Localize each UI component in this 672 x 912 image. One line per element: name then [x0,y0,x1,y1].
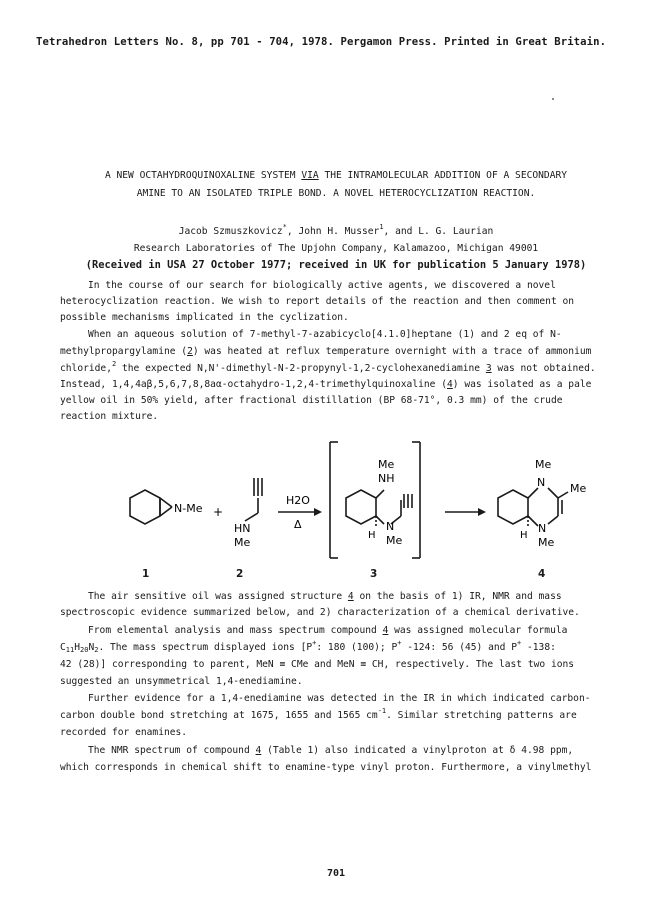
compound-4-bond [528,488,538,498]
plus-sign: + [213,505,224,519]
body-line: $C_{11}H_{20}N_2$. The mass spectrum displayed ions [P+: 180 (100); P+ -124: 56 (45) and P+ -138: [60,639,556,654]
body-line: yellow oil in 50% yield, after fractional distillation (BP 68-71°, 0.3 mm) of the crude [60,395,563,406]
compound-4-bond [558,492,568,498]
compound-2-hn: HN [234,522,251,535]
compound-3-nh: NH [378,472,395,485]
compound-number-1: 1 [142,568,150,580]
body-line: possible mechanisms implicated in the cyclization. [60,312,349,323]
compound-3-n: N [386,520,395,533]
compound-4-me-top: Me [535,458,552,471]
compound-4-me-bottom: Me [538,536,555,549]
compound-1-bond [160,507,172,516]
reaction-arrow-head [314,508,322,516]
compound-4-me-right: Me [570,482,587,495]
reagent-heat: Δ [294,518,302,531]
body-line: When an aqueous solution of 7-methyl-7-azabicyclo[4.1.0]heptane (1) and 2 eq of N- [88,329,562,340]
reaction-scheme [0,420,672,590]
body-line: 42 (28)] corresponding to parent, MeN ≡ CMe and MeN ≡ CH, respectively. The last two ions [60,659,575,670]
compound-number-2: 2 [236,568,244,580]
body-line: heterocyclization reaction. We wish to report details of the reaction and then comment on [60,296,575,307]
compound-3-bond [376,516,384,524]
body-line: reaction mixture. [60,411,159,422]
body-line: carbon double bond stretching at 1675, 1655 and 1565 $cm^{-1}$. Similar stretching patterns are [60,707,577,721]
body-line: suggested an unsymmetrical 1,4-enediamine. [60,676,303,687]
speck [552,98,554,100]
journal-header: Tetrahedron Letters No. 8, pp 701 - 704, 1978. Pergamon Press. Printed in Great Britain. [36,36,607,48]
compound-2-bond [245,513,258,521]
page-number: 701 [326,868,346,879]
body-line: methylpropargylamine (2) was heated at reflux temperature overnight with a trace of ammonium [60,346,592,357]
author-list: Jacob Szmuszkovicz*, John H. Musser$^1$, and L. G. Laurian [178,223,494,237]
article-title-line-1: A NEW OCTAHYDROQUINOXALINE SYSTEM VIA THE INTRAMOLECULAR ADDITION OF A SECONDARY [104,170,568,181]
compound-number-3: 3 [370,568,378,580]
compound-4-h: H [520,530,528,541]
compound-4-bond [548,516,558,524]
compound-4-bond [528,516,538,526]
compound-3-me-top: Me [378,458,395,471]
body-line: Instead, 1,4,4aβ,5,6,7,8,8aα-octahydro-1,2,4-trimethylquinoxaline (4) was isolated as a pale [60,379,592,390]
body-line: recorded for enamines. [60,727,188,738]
article-title-line-2: AMINE TO AN ISOLATED TRIPLE BOND. A NOVEL HETEROCYCLIZATION REACTION. [136,188,536,199]
body-line: which corresponds in chemical shift to enamine-type vinyl proton. Furthermore, a vinylmethyl [60,762,592,773]
compound-4-n: N [538,522,547,535]
compound-4-ring [498,490,528,524]
reagent-water: H2O [286,494,310,507]
compound-1-bond [160,498,172,507]
compound-4-bond [548,488,558,498]
body-line: The NMR spectrum of compound 4 (Table 1) also indicated a vinylproton at δ 4.98 ppm, [88,745,574,756]
body-line: spectroscopic evidence summarized below, and 2) characterization of a chemical derivative. [60,607,580,618]
affiliation: Research Laboratories of The Upjohn Company, Kalamazoo, Michigan 49001 [133,243,539,254]
compound-number-4: 4 [538,568,546,580]
compound-3-bond [376,490,384,498]
compound-3-ring [346,490,376,524]
body-line: In the course of our search for biologically active agents, we discovered a novel [88,280,556,291]
body-line: chloride,$^2$ the expected N,N'-dimethyl-N-2-propynyl-1,2-cyclohexanediamine 3 was not obtained. [60,360,596,374]
forward-arrow-head [478,508,486,516]
body-line: Further evidence for a 1,4-enediamine was detected in the IR in which indicated carbon- [88,693,591,704]
compound-1-label-text: N-Me [174,502,203,515]
compound-2-me: Me [234,536,251,549]
body-line: The air sensitive oil was assigned structure 4 on the basis of 1) IR, NMR and mass [88,591,562,602]
compound-3-me-bottom: Me [386,534,403,547]
compound-4-n-top: N [537,476,546,489]
received-dates: (Received in USA 27 October 1977; received in UK for publication 5 January 1978) [85,259,587,271]
compound-1-ring [130,490,160,524]
compound-3-h: H [368,530,376,541]
body-line: From elemental analysis and mass spectrum compound 4 was assigned molecular formula [88,625,568,636]
